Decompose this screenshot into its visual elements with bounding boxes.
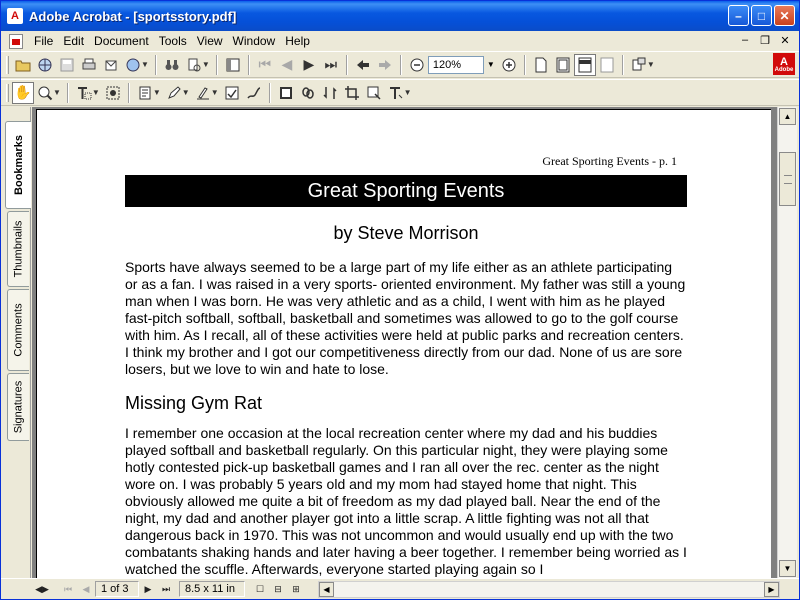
previous-page-icon[interactable]: ◀ bbox=[281, 56, 293, 72]
chevron-down-icon[interactable]: ▼ bbox=[201, 60, 210, 69]
maximize-button[interactable]: □ bbox=[751, 5, 772, 26]
chevron-down-icon[interactable]: ▼ bbox=[646, 60, 655, 69]
save-icon[interactable] bbox=[56, 54, 78, 76]
tab-bookmarks[interactable]: Bookmarks bbox=[5, 121, 31, 209]
separator bbox=[155, 55, 157, 75]
first-page-icon[interactable]: ⏮ bbox=[63, 583, 73, 594]
window-title: Adobe Acrobat - [sportsstory.pdf] bbox=[29, 8, 237, 24]
separator bbox=[524, 55, 526, 75]
scroll-down-button[interactable]: ▼ bbox=[779, 560, 796, 577]
first-page-icon[interactable]: ⏮ bbox=[258, 56, 272, 72]
menu-help[interactable]: Help bbox=[285, 34, 310, 48]
next-page-icon[interactable]: ▶ bbox=[144, 583, 152, 594]
chevron-down-icon[interactable]: ▼ bbox=[403, 88, 412, 97]
scroll-left-button[interactable]: ◀ bbox=[319, 582, 334, 597]
show-hide-navigation-pane-icon[interactable] bbox=[222, 54, 244, 76]
spell-check-icon[interactable] bbox=[221, 82, 243, 104]
single-page-layout-icon[interactable]: ☐ bbox=[255, 583, 265, 594]
crop-tool-icon[interactable] bbox=[341, 82, 363, 104]
movie-tool-icon[interactable] bbox=[275, 82, 297, 104]
zoom-level-field[interactable]: 120% bbox=[428, 56, 484, 74]
page-size-field: 8.5 x 11 in bbox=[179, 581, 245, 597]
fit-visible-icon[interactable] bbox=[596, 54, 618, 76]
menu-view[interactable]: View bbox=[196, 34, 223, 48]
previous-page-icon[interactable]: ◀ bbox=[82, 583, 90, 594]
navigation-pane bbox=[1, 107, 31, 579]
toolbar-file bbox=[1, 51, 799, 78]
doc-close-button[interactable]: ✕ bbox=[780, 34, 790, 47]
chevron-down-icon[interactable]: ▼ bbox=[53, 88, 61, 97]
adobe-logo[interactable]: A Adobe bbox=[773, 53, 795, 75]
doc-restore-button[interactable]: ❐ bbox=[760, 34, 770, 47]
body-paragraph: I remember one occasion at the local recreation center where my dad and his buddies played softball and basketball regularly. On this particular night, they were playing some hotly contested pick-up basketball games and I ran all over the rec. center as the night wore on. I was probably 5 years old and my mom had stayed home that night. This obviously allowed me quite a bit of freedom as my dad played ball. Near the end of the night, my dad and another player got into a little scrap. A little fighting was not all that dangerous back in 1970. This was not uncommon and would usually end up with the two combatants shaking hands and later having a beer together. I remember being worried as I watched the scuffle. Afterwards, everyone started playing again so I bbox=[125, 425, 687, 577]
snapshot-tool-icon[interactable] bbox=[102, 82, 124, 104]
fit-width-icon[interactable] bbox=[574, 54, 596, 76]
pdf-page[interactable] bbox=[36, 109, 771, 578]
menu-file[interactable]: File bbox=[34, 34, 54, 48]
document-viewer[interactable] bbox=[32, 107, 777, 578]
doc-minimize-button[interactable]: – bbox=[741, 34, 749, 46]
zoom-in-icon[interactable] bbox=[498, 54, 520, 76]
separator bbox=[216, 55, 218, 75]
separator bbox=[622, 55, 624, 75]
binoculars-find-icon[interactable] bbox=[161, 54, 183, 76]
document-byline: by Steve Morrison bbox=[333, 223, 479, 243]
chevron-down-icon[interactable]: ▼ bbox=[91, 88, 100, 97]
acrobat-app-icon[interactable]: A bbox=[7, 8, 23, 24]
toolbar-tools bbox=[1, 79, 799, 106]
tab-signatures[interactable]: Signatures bbox=[7, 373, 29, 441]
page-running-header: Great Sporting Events - p. 1 bbox=[542, 154, 677, 168]
body-paragraph: Sports have always seemed to be a large part of my life either as an athlete participating or as a fan. I was raised in a very sports- oriented environment. My father was still a young man when I was born. He was very athletic and as a child, I went with him as he played fast-pitch softball, softball, basketball and sometimes was allowed to go to the golf course with him. As I recall, all of these activities were held at public parks and recreation centers. I think my brother and I got our competitiveness directly from our dad. None of us are sore losers, but we love to win and hate to lose. bbox=[125, 259, 686, 377]
go-forward-icon[interactable] bbox=[374, 54, 396, 76]
separator bbox=[128, 83, 130, 103]
menu-tools[interactable]: Tools bbox=[158, 34, 187, 48]
menu-edit[interactable]: Edit bbox=[63, 34, 85, 48]
document-title: Great Sporting Events bbox=[125, 175, 687, 207]
separator bbox=[346, 55, 348, 75]
separator bbox=[248, 55, 250, 75]
toolbar-grip bbox=[6, 56, 9, 74]
minimize-button[interactable]: – bbox=[728, 5, 749, 26]
menu-bar bbox=[1, 31, 799, 51]
close-button[interactable]: ✕ bbox=[774, 5, 795, 26]
chevron-down-icon[interactable]: ▼ bbox=[141, 60, 149, 69]
open-folder-icon[interactable] bbox=[12, 54, 34, 76]
tab-comments[interactable]: Comments bbox=[7, 289, 29, 371]
menu-window[interactable]: Window bbox=[232, 34, 276, 48]
vertical-scrollbar[interactable] bbox=[777, 107, 797, 578]
sign-tool-icon[interactable] bbox=[243, 82, 265, 104]
scroll-up-button[interactable]: ▲ bbox=[779, 108, 796, 125]
document-icon[interactable] bbox=[9, 34, 23, 49]
horizontal-scrollbar[interactable] bbox=[318, 581, 780, 598]
navigation-pane-toggle-icon[interactable]: ◀▶ bbox=[35, 583, 49, 594]
chevron-down-icon[interactable]: ▼ bbox=[181, 88, 190, 97]
title-bar[interactable] bbox=[1, 1, 799, 31]
separator bbox=[400, 55, 402, 75]
menu-document[interactable]: Document bbox=[94, 34, 149, 48]
link-tool-icon[interactable] bbox=[297, 82, 319, 104]
chevron-down-icon[interactable]: ▼ bbox=[152, 88, 161, 97]
zoom-dropdown-chevron-down-icon[interactable]: ▼ bbox=[486, 60, 495, 69]
continuous-facing-layout-icon[interactable]: ⊞ bbox=[292, 583, 300, 594]
article-tool-icon[interactable] bbox=[319, 82, 341, 104]
separator bbox=[67, 83, 69, 103]
scroll-right-button[interactable]: ▶ bbox=[764, 582, 779, 597]
continuous-layout-icon[interactable]: ⊟ bbox=[274, 583, 282, 594]
fit-page-icon[interactable] bbox=[552, 54, 574, 76]
email-icon[interactable] bbox=[100, 54, 122, 76]
print-icon[interactable] bbox=[78, 54, 100, 76]
toolbar-grip bbox=[6, 84, 9, 102]
open-web-page-icon[interactable] bbox=[34, 54, 56, 76]
next-page-icon[interactable]: ▶ bbox=[303, 56, 315, 72]
zoom-out-icon[interactable] bbox=[406, 54, 428, 76]
separator bbox=[269, 83, 271, 103]
last-page-icon[interactable]: ⏭ bbox=[161, 583, 171, 594]
chevron-down-icon[interactable]: ▼ bbox=[210, 88, 219, 97]
hand-tool-icon[interactable]: ✋ bbox=[12, 82, 34, 104]
actual-size-icon[interactable] bbox=[530, 54, 552, 76]
last-page-icon[interactable]: ⏭ bbox=[324, 56, 338, 72]
status-bar bbox=[1, 578, 799, 599]
tab-thumbnails[interactable]: Thumbnails bbox=[7, 211, 29, 287]
section-heading: Missing Gym Rat bbox=[125, 393, 263, 413]
form-tool-icon[interactable] bbox=[363, 82, 385, 104]
go-back-icon[interactable] bbox=[352, 54, 374, 76]
page-number-field[interactable]: 1 of 3 bbox=[95, 581, 139, 597]
scroll-thumb[interactable] bbox=[779, 152, 796, 206]
